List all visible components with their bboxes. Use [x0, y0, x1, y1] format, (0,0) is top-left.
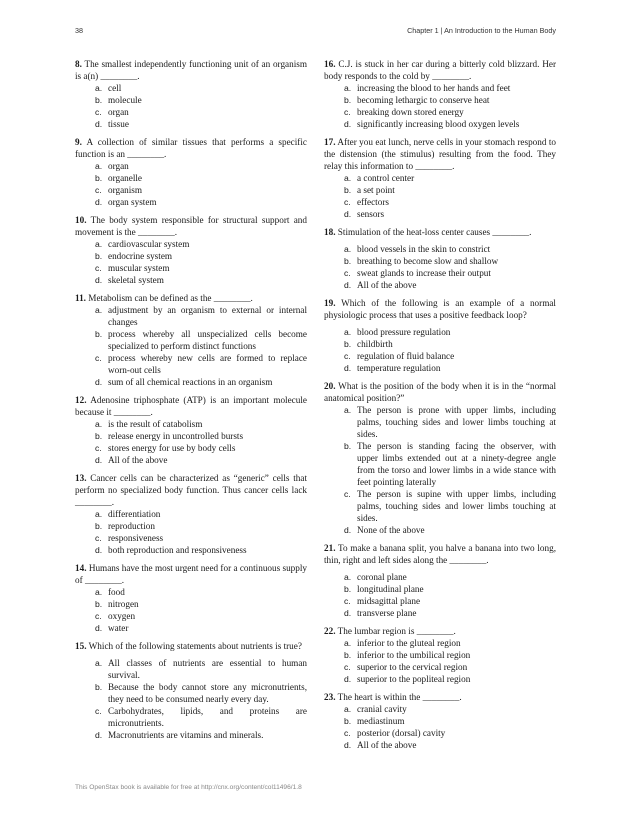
question-text: Which of the following is an example of a normal physiologic process that uses a positive feedback loop?	[324, 298, 556, 320]
answer-option	[75, 304, 307, 328]
option-text: inferior to the umbilical region	[357, 650, 471, 660]
answer-option	[324, 440, 556, 488]
option-letter: d.	[344, 119, 352, 129]
question-stem	[324, 226, 556, 238]
question-text: The lumbar region is ________.	[337, 626, 456, 636]
option-text: cardiovascular system	[108, 239, 190, 249]
answer-option	[75, 238, 307, 250]
question-stem	[324, 136, 556, 172]
option-text: organ	[108, 161, 129, 171]
option-text: a set point	[357, 185, 395, 195]
question-stem	[324, 58, 556, 82]
answer-options	[75, 82, 307, 130]
question-14	[75, 562, 307, 634]
question-number: 22.	[324, 626, 336, 636]
option-text: superior to the popliteal region	[357, 674, 471, 684]
answer-option	[324, 172, 556, 184]
option-letter: b.	[95, 173, 103, 183]
option-text: sweat glands to increase their output	[357, 268, 491, 278]
option-letter: c.	[95, 107, 102, 117]
option-letter: c.	[95, 443, 102, 453]
option-letter: b.	[344, 339, 352, 349]
question-number: 11.	[75, 293, 86, 303]
option-letter: b.	[344, 584, 352, 594]
option-letter: a.	[344, 405, 352, 415]
answer-option	[324, 703, 556, 715]
option-text: stores energy for use by body cells	[108, 443, 236, 453]
answer-option	[75, 532, 307, 544]
answer-option	[324, 673, 556, 685]
option-text: Carbohydrates, lipids, and proteins are micronutrients.	[108, 706, 307, 728]
answer-options	[324, 326, 556, 374]
chapter-title: Chapter 1 | An Introduction to the Human Body	[407, 26, 556, 35]
option-letter: b.	[344, 95, 352, 105]
answer-option	[324, 350, 556, 362]
question-16	[324, 58, 556, 130]
question-12	[75, 394, 307, 466]
answer-option	[324, 255, 556, 267]
answer-option	[75, 508, 307, 520]
question-number: 10.	[75, 215, 87, 225]
option-letter: a.	[95, 305, 103, 315]
option-text: breaking down stored energy	[357, 107, 464, 117]
option-letter: c.	[344, 268, 351, 278]
question-text: A collection of similar tissues that performs a specific function is an ________.	[75, 137, 307, 159]
question-number: 17.	[324, 137, 336, 147]
option-text: food	[108, 587, 125, 597]
option-text: temperature regulation	[357, 363, 441, 373]
answer-options	[75, 160, 307, 208]
option-text: All of the above	[357, 740, 417, 750]
answer-option	[75, 418, 307, 430]
option-text: regulation of fluid balance	[357, 351, 455, 361]
option-text: Macronutrients are vitamins and minerals.	[108, 730, 264, 740]
option-text: process whereby all unspecialized cells become specialized to perform distinct functions	[108, 329, 307, 351]
page-number: 38	[75, 26, 83, 35]
question-stem	[324, 625, 556, 637]
answer-option	[324, 571, 556, 583]
answer-option	[324, 649, 556, 661]
answer-option	[75, 172, 307, 184]
option-text: organism	[108, 185, 143, 195]
question-number: 14.	[75, 563, 87, 573]
answer-option	[324, 94, 556, 106]
option-text: midsagittal plane	[357, 596, 421, 606]
question-11	[75, 292, 307, 388]
answer-option	[324, 118, 556, 130]
question-number: 16.	[324, 59, 336, 69]
question-stem	[75, 640, 307, 652]
option-letter: a.	[95, 658, 103, 668]
answer-option	[75, 729, 307, 741]
question-text: Humans have the most urgent need for a continuous supply of ________.	[75, 563, 308, 585]
answer-option	[324, 524, 556, 536]
option-letter: c.	[344, 662, 351, 672]
option-text: Because the body cannot store any micronutrients, they need to be consumed nearly every day.	[108, 682, 307, 704]
option-letter: d.	[344, 525, 352, 535]
answer-options	[324, 571, 556, 619]
question-stem	[324, 297, 556, 321]
option-text: muscular system	[108, 263, 170, 273]
option-letter: d.	[95, 197, 103, 207]
option-text: adjustment by an organism to external or internal changes	[108, 305, 307, 327]
answer-option	[324, 661, 556, 673]
question-stem	[75, 292, 307, 304]
question-stem	[324, 542, 556, 566]
question-text: Which of the following statements about nutrients is true?	[88, 641, 302, 651]
option-letter: a.	[95, 83, 103, 93]
option-letter: d.	[95, 730, 103, 740]
option-letter: b.	[344, 716, 352, 726]
option-text: blood pressure regulation	[357, 327, 451, 337]
option-text: childbirth	[357, 339, 393, 349]
question-stem	[75, 394, 307, 418]
option-text: significantly increasing blood oxygen levels	[357, 119, 520, 129]
answer-option	[75, 250, 307, 262]
question-number: 18.	[324, 227, 336, 237]
question-text: After you eat lunch, nerve cells in your stomach respond to the distension (the stimulus) resulting from the food. They relay this information to ________.	[324, 137, 556, 171]
option-letter: b.	[95, 599, 103, 609]
question-text: Cancer cells can be characterized as “generic” cells that perform no specialized body function. Thus cancer cells lack ________.	[75, 473, 308, 507]
answer-option	[75, 196, 307, 208]
option-letter: a.	[95, 587, 103, 597]
answer-option	[324, 196, 556, 208]
answer-option	[75, 262, 307, 274]
right-column	[324, 58, 556, 757]
option-text: sum of all chemical reactions in an organism	[108, 377, 273, 387]
option-text: superior to the cervical region	[357, 662, 468, 672]
answer-option	[75, 622, 307, 634]
option-text: organelle	[108, 173, 143, 183]
option-letter: b.	[95, 682, 103, 692]
option-text: skeletal system	[108, 275, 164, 285]
option-text: cell	[108, 83, 122, 93]
option-letter: a.	[344, 83, 352, 93]
answer-option	[75, 430, 307, 442]
answer-option	[324, 82, 556, 94]
option-letter: c.	[95, 353, 102, 363]
option-text: The person is standing facing the observer, with upper limbs extended out at a ninety-degree angle from the torso and lower limbs in a wide stance with feet pointing laterally	[357, 441, 556, 487]
answer-option	[324, 184, 556, 196]
question-stem	[75, 136, 307, 160]
answer-option	[75, 352, 307, 376]
answer-option	[75, 184, 307, 196]
option-letter: c.	[344, 351, 351, 361]
answer-option	[75, 520, 307, 532]
option-letter: a.	[344, 327, 352, 337]
question-number: 15.	[75, 641, 87, 651]
option-text: water	[108, 623, 129, 633]
answer-option	[324, 326, 556, 338]
question-text: The body system responsible for structural support and movement is the ________.	[75, 215, 307, 237]
option-text: organ system	[108, 197, 157, 207]
option-letter: c.	[344, 107, 351, 117]
answer-options	[75, 304, 307, 388]
option-letter: d.	[95, 623, 103, 633]
question-number: 9.	[75, 137, 82, 147]
answer-options	[75, 238, 307, 286]
option-letter: b.	[344, 256, 352, 266]
option-letter: a.	[344, 572, 352, 582]
answer-option	[324, 338, 556, 350]
question-stem	[75, 58, 307, 82]
option-letter: d.	[95, 275, 103, 285]
option-text: release energy in uncontrolled bursts	[108, 431, 244, 441]
option-text: The person is supine with upper limbs, including palms, touching sides and lower limbs touching at sides.	[357, 489, 556, 523]
option-letter: d.	[344, 608, 352, 618]
option-letter: b.	[95, 521, 103, 531]
option-letter: b.	[344, 441, 352, 451]
answer-options	[75, 586, 307, 634]
option-letter: a.	[95, 161, 103, 171]
question-text: Metabolism can be defined as the ________.	[88, 293, 253, 303]
answer-option	[75, 328, 307, 352]
option-text: longitudinal plane	[357, 584, 424, 594]
option-letter: b.	[95, 251, 103, 261]
answer-options	[324, 637, 556, 685]
option-letter: a.	[344, 638, 352, 648]
answer-option	[75, 94, 307, 106]
answer-options	[324, 172, 556, 220]
option-text: All classes of nutrients are essential to human survival.	[108, 658, 307, 680]
answer-option	[75, 442, 307, 454]
option-letter: a.	[344, 704, 352, 714]
answer-option	[324, 106, 556, 118]
option-text: becoming lethargic to conserve heat	[357, 95, 490, 105]
option-text: transverse plane	[357, 608, 417, 618]
option-text: increasing the blood to her hands and feet	[357, 83, 511, 93]
option-letter: d.	[95, 545, 103, 555]
option-letter: b.	[95, 95, 103, 105]
option-letter: a.	[344, 173, 352, 183]
option-letter: b.	[95, 431, 103, 441]
option-text: reproduction	[108, 521, 155, 531]
option-text: cranial cavity	[357, 704, 407, 714]
answer-option	[324, 488, 556, 524]
answer-options	[324, 703, 556, 751]
question-text: To make a banana split, you halve a banana into two long, thin, right and left sides along the ________.	[324, 543, 556, 565]
option-text: process whereby new cells are formed to replace worn-out cells	[108, 353, 307, 375]
answer-option	[324, 583, 556, 595]
option-letter: d.	[95, 377, 103, 387]
answer-option	[75, 610, 307, 622]
option-letter: a.	[95, 239, 103, 249]
option-text: All of the above	[357, 280, 417, 290]
question-9	[75, 136, 307, 208]
answer-option	[75, 705, 307, 729]
option-letter: c.	[344, 728, 351, 738]
question-text: Stimulation of the heat-loss center causes ________.	[337, 227, 532, 237]
option-text: molecule	[108, 95, 142, 105]
question-8	[75, 58, 307, 130]
question-15	[75, 640, 307, 741]
question-text: C.J. is stuck in her car during a bitterly cold blizzard. Her body responds to the cold by ________.	[324, 59, 557, 81]
answer-options	[75, 508, 307, 556]
question-22	[324, 625, 556, 685]
option-letter: d.	[344, 209, 352, 219]
option-text: All of the above	[108, 455, 168, 465]
answer-option	[75, 681, 307, 705]
answer-option	[75, 274, 307, 286]
question-13	[75, 472, 307, 556]
question-number: 19.	[324, 298, 336, 308]
answer-option	[75, 657, 307, 681]
option-letter: c.	[95, 533, 102, 543]
option-text: None of the above	[357, 525, 425, 535]
option-letter: a.	[95, 419, 103, 429]
question-stem	[75, 472, 307, 508]
question-stem	[324, 380, 556, 404]
answer-option	[324, 637, 556, 649]
question-18	[324, 226, 556, 291]
answer-option	[75, 598, 307, 610]
option-letter: b.	[344, 650, 352, 660]
answer-option	[324, 739, 556, 751]
question-number: 12.	[75, 395, 87, 405]
option-text: sensors	[357, 209, 385, 219]
question-17	[324, 136, 556, 220]
option-letter: d.	[95, 455, 103, 465]
question-number: 21.	[324, 543, 336, 553]
answer-option	[324, 404, 556, 440]
question-text: The heart is within the ________.	[337, 692, 462, 702]
answer-option	[324, 727, 556, 739]
option-text: The person is prone with upper limbs, including palms, touching sides and lower limbs touching at sides.	[357, 405, 556, 439]
option-text: a control center	[357, 173, 415, 183]
option-letter: b.	[344, 185, 352, 195]
answer-option	[75, 82, 307, 94]
option-letter: a.	[95, 509, 103, 519]
question-text: What is the position of the body when it is in the “normal anatomical position?”	[324, 381, 556, 403]
question-23	[324, 691, 556, 751]
answer-options	[75, 418, 307, 466]
answer-option	[75, 118, 307, 130]
question-text: The smallest independently functioning unit of an organism is a(n) ________.	[75, 59, 307, 81]
answer-option	[324, 208, 556, 220]
answer-option	[324, 267, 556, 279]
question-number: 13.	[75, 473, 87, 483]
question-number: 23.	[324, 692, 336, 702]
option-letter: c.	[344, 596, 351, 606]
option-text: posterior (dorsal) cavity	[357, 728, 446, 738]
answer-option	[75, 376, 307, 388]
option-letter: a.	[344, 244, 352, 254]
answer-option	[324, 715, 556, 727]
answer-option	[75, 586, 307, 598]
option-letter: c.	[344, 197, 351, 207]
option-text: effectors	[357, 197, 389, 207]
question-stem	[324, 691, 556, 703]
question-10	[75, 214, 307, 286]
question-21	[324, 542, 556, 619]
option-letter: d.	[344, 280, 352, 290]
option-letter: c.	[95, 611, 102, 621]
option-letter: d.	[344, 740, 352, 750]
page-footer: This OpenStax book is available for free at http://cnx.org/content/col11496/1.8	[75, 784, 302, 791]
option-text: differentiation	[108, 509, 161, 519]
question-number: 8.	[75, 59, 82, 69]
answer-option	[324, 595, 556, 607]
option-text: oxygen	[108, 611, 136, 621]
answer-options	[324, 243, 556, 291]
option-text: responsiveness	[108, 533, 164, 543]
option-text: coronal plane	[357, 572, 407, 582]
option-text: blood vessels in the skin to constrict	[357, 244, 491, 254]
question-number: 20.	[324, 381, 336, 391]
option-letter: b.	[95, 329, 103, 339]
option-text: tissue	[108, 119, 129, 129]
answer-option	[324, 243, 556, 255]
option-letter: c.	[95, 263, 102, 273]
page-header	[75, 26, 556, 38]
option-letter: d.	[344, 674, 352, 684]
answer-option	[75, 544, 307, 556]
option-letter: c.	[95, 706, 102, 716]
option-text: both reproduction and responsiveness	[108, 545, 247, 555]
question-20	[324, 380, 556, 536]
option-text: breathing to become slow and shallow	[357, 256, 499, 266]
option-text: nitrogen	[108, 599, 139, 609]
answer-option	[324, 607, 556, 619]
answer-options	[324, 404, 556, 536]
left-column	[75, 58, 307, 747]
question-19	[324, 297, 556, 374]
option-text: mediastinum	[357, 716, 405, 726]
question-text: Adenosine triphosphate (ATP) is an important molecule because it ________.	[75, 395, 307, 417]
question-stem	[75, 214, 307, 238]
option-text: inferior to the gluteal region	[357, 638, 461, 648]
option-text: organ	[108, 107, 129, 117]
answer-options	[324, 82, 556, 130]
answer-option	[75, 106, 307, 118]
answer-option	[324, 279, 556, 291]
option-letter: d.	[344, 363, 352, 373]
question-stem	[75, 562, 307, 586]
option-text: endocrine system	[108, 251, 173, 261]
option-letter: d.	[95, 119, 103, 129]
answer-options	[75, 657, 307, 741]
answer-option	[75, 454, 307, 466]
answer-option	[75, 160, 307, 172]
option-text: is the result of catabolism	[108, 419, 203, 429]
answer-option	[324, 362, 556, 374]
option-letter: c.	[344, 489, 351, 499]
option-letter: c.	[95, 185, 102, 195]
